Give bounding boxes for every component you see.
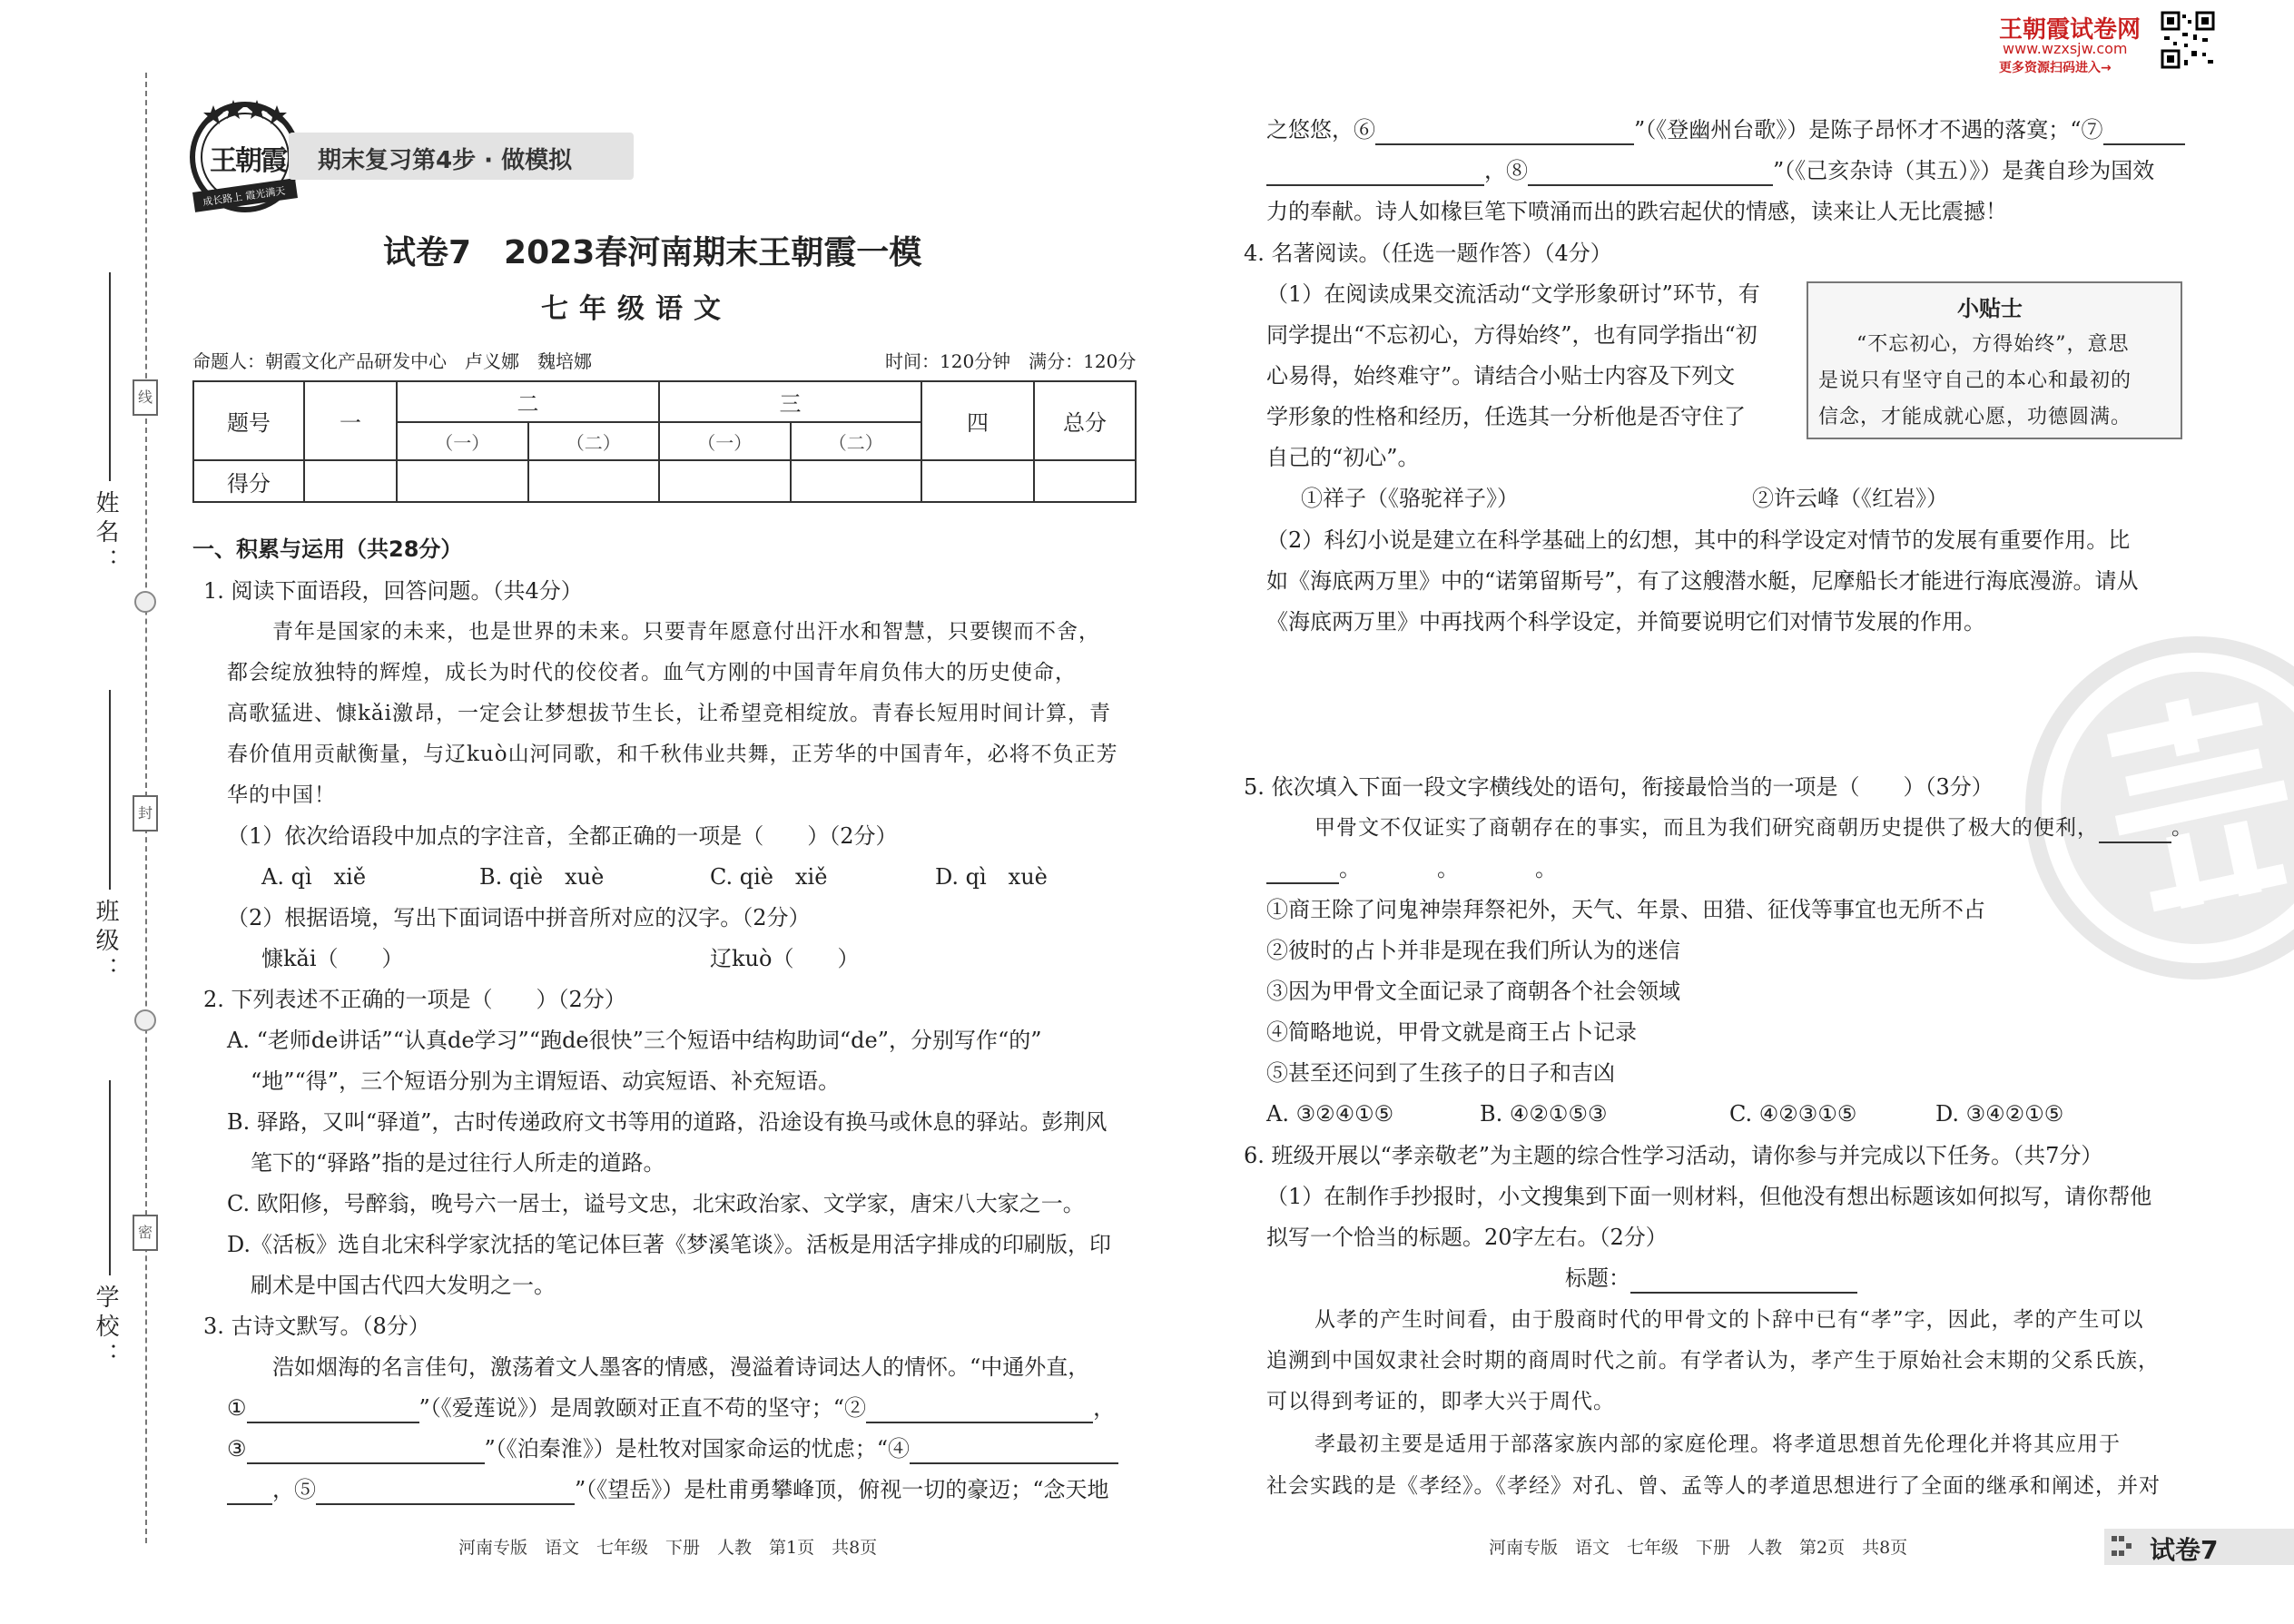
q4-sub2-line: （2）科幻小说是建立在科学基础上的幻想，其中的科学设定对情节的发展有重要作用。比: [1266, 527, 2131, 553]
subject-title: 七年级语文: [541, 293, 732, 325]
q5-blank[interactable]: [2099, 818, 2171, 843]
q1-word-1[interactable]: 慷kǎi（ ）: [261, 946, 404, 971]
q4-sub2-line: 《海底两万里》中再找两个科学设定，并简要说明它们对情节发展的作用。: [1266, 609, 1985, 635]
score-cell[interactable]: [397, 460, 528, 502]
score-col-2: 二: [397, 381, 659, 422]
tip-line: “不忘初心，方得始终”，意思: [1856, 333, 2130, 356]
q1-passage-line: 春价值用贡献衡量，与辽kuò山河同歌，和千秋伟业共舞，正芳华的中国青年，必将不负正芳: [227, 743, 1118, 766]
score-cell[interactable]: [921, 460, 1034, 502]
q5-sentence-5: ⑤甚至还问到了生孩子的日子和吉凶: [1266, 1060, 1615, 1086]
score-cell[interactable]: [659, 460, 791, 502]
score-row-label: 得分: [193, 460, 304, 502]
q4-sub2-line: 如《海底两万里》中的“诺第留斯号”，有了这艘潜水艇，尼摩船长才能进行海底漫游。请从: [1266, 568, 2139, 594]
q1-option-a[interactable]: A. qì xiě: [261, 864, 367, 890]
brand-url[interactable]: www.wzxsjw.com: [2003, 40, 2128, 57]
score-cell[interactable]: [791, 460, 922, 502]
q2-option-d[interactable]: D.《活板》选自北宋科学家沈括的笔记体巨著《梦溪笔谈》。活板是用活字排成的印刷版，印: [227, 1232, 1112, 1257]
q2-option-a-cont: “地”“得”，三个短语分别为主谓短语、动宾短语、补充短语。: [251, 1068, 841, 1094]
score-col-total: 总分: [1034, 381, 1136, 460]
q5-sentence-2: ②彼时的占卜并非是现在我们所认为的迷信: [1266, 938, 1680, 963]
binding-tag-secret: 密: [133, 1215, 158, 1251]
q4-stem: 4. 名著阅读。（任选一题作答）（4分）: [1244, 241, 1612, 266]
score-header-label: 题号: [193, 381, 304, 460]
q1-stem: 1. 阅读下面语段，回答问题。（共4分）: [203, 578, 583, 604]
q3-line-1: [227, 1393, 1115, 1423]
q2-option-b[interactable]: B. 驿路，又叫“驿道”，古时传递政府文书等用的道路，沿途设有换马或休息的驿站。彭荆风: [227, 1109, 1108, 1135]
q6-sub1: （1）在制作手抄报时，小文搜集到下面一则材料，但他没有想出标题该如何拟写，请你帮他: [1266, 1184, 2152, 1209]
q3-text: ”（《爱莲说》）是周敦颐对正直不苟的坚守；“②: [418, 1395, 867, 1421]
q5-option-b[interactable]: B. ④②①⑤③: [1480, 1101, 1608, 1127]
q3-blank-5[interactable]: [316, 1480, 575, 1505]
q5-option-c[interactable]: C. ④②③①⑤: [1729, 1101, 1857, 1127]
score-sub-2b: （二）: [528, 422, 660, 460]
step-banner: 期末复习第4步 · 做模拟: [318, 147, 573, 174]
q3-text: ”（《望岳》）是杜甫勇攀峰顶，俯视一切的豪迈；“念天地: [575, 1477, 1109, 1502]
q3-text: ”（《己亥杂诗（其五）》）是龚自珍为国效: [1773, 158, 2155, 183]
q3-blank-8[interactable]: [1528, 161, 1773, 186]
q5-passage: [1314, 812, 2193, 843]
q3-blank-label: ③: [227, 1436, 247, 1462]
q5-text: 。: [2171, 816, 2193, 840]
tip-title: 小贴士: [1957, 296, 2023, 321]
logo-ribbon: 成长路上 霞光满天: [202, 184, 287, 209]
q3-text: ，⑤: [272, 1477, 316, 1502]
q5-blanks-line: [1266, 853, 1557, 884]
q3-blank-3[interactable]: [247, 1439, 485, 1464]
q1-passage-line: 华的中国！: [227, 783, 336, 807]
q2-stem: 2. 下列表述不正确的一项是（ ）（2分）: [203, 987, 626, 1012]
score-col-4: 四: [921, 381, 1034, 460]
name-blank[interactable]: [109, 272, 111, 481]
q4-sub1-line: 同学提出“不忘初心，方得始终”，也有同学指出“初: [1266, 322, 1757, 348]
q6-stem: 6. 班级开展以“孝亲敬老”为主题的综合性学习活动，请你参与并完成以下任务。（共7分）: [1244, 1143, 2103, 1168]
q3-line-3: [227, 1474, 1109, 1505]
q3-line-6: 力的奉献。诗人如椽巨笔下喷涌而出的跌宕起伏的情感，读来让人无比震撼！: [1266, 199, 2007, 224]
q5-sentence-1: ①商王除了问鬼神崇拜祭祀外，天气、年景、田猎、征伐等事宜也无所不占: [1266, 897, 1985, 922]
right-footer: 河南专版 语文 七年级 下册 人教 第2页 共8页: [1489, 1538, 1908, 1558]
q4-sub1-line: 学形象的性格和经历，任选其一分析他是否守住了: [1266, 404, 1746, 429]
q1-word-2[interactable]: 辽kuò（ ）: [710, 946, 860, 971]
score-cell[interactable]: [528, 460, 660, 502]
score-cell[interactable]: [1034, 460, 1136, 502]
q3-blank-6[interactable]: [1375, 120, 1634, 145]
q4-sub1-line: 自己的“初心”。: [1266, 445, 1420, 470]
score-cell[interactable]: [304, 460, 397, 502]
q6-material-line: 孝最初主要是适用于部落家族内部的家庭伦理。将孝道思想首先伦理化并将其应用于: [1314, 1432, 2121, 1456]
score-col-3: 三: [659, 381, 921, 422]
school-label: 学校：: [92, 1284, 119, 1372]
q1-passage-line: 都会绽放独特的辉煌，成长为时代的佼佼者。血气方刚的中国青年肩负伟大的历史使命，: [227, 661, 1077, 684]
time-score: 时间：120分钟 满分：120分: [885, 350, 1137, 372]
score-sub-3b: （二）: [791, 422, 922, 460]
q1-option-c[interactable]: C. qiè xiě: [710, 864, 828, 890]
q6-material-line: 追溯到中国奴隶社会时期的商周时代之前。有学者认为，孝产生于原始社会末期的父系氏族，: [1266, 1349, 2160, 1373]
q4-option-1[interactable]: ①祥子（《骆驼祥子》）: [1301, 486, 1519, 511]
q6-title-line: [1565, 1263, 1857, 1294]
q3-blank-4-cont[interactable]: [227, 1480, 272, 1505]
q1-passage-line: 青年是国家的未来，也是世界的未来。只要青年愿意付出汗水和智慧，只要锲而不舍，: [272, 620, 1100, 644]
page-tag-grid-icon: [2112, 1536, 2132, 1556]
class-blank[interactable]: [109, 690, 111, 890]
q1-option-b[interactable]: B. qiè xuè: [479, 864, 605, 890]
q3-blank-7-cont[interactable]: [1266, 161, 1484, 186]
brand-name: 王朝霞试卷网: [1999, 16, 2141, 44]
q3-intro: 浩如烟海的名言佳句，激荡着文人墨客的情感，漫溢着诗词达人的情怀。“中通外直，: [272, 1354, 1090, 1380]
logo-text: 王朝霞: [210, 145, 286, 177]
binding-hole-1: [134, 591, 156, 613]
page-tag: 试卷7: [2150, 1535, 2219, 1565]
q3-blank-label: ①: [227, 1395, 247, 1421]
q2-option-a[interactable]: A. “老师de讲话”“认真de学习”“跑de很快”三个短语中结构助词“de”，分别写作“的”: [227, 1028, 1042, 1053]
left-footer: 河南专版 语文 七年级 下册 人教 第1页 共8页: [458, 1538, 878, 1558]
q3-line-2: [227, 1433, 1118, 1464]
q4-option-2[interactable]: ②许云峰（《红岩》）: [1752, 486, 1948, 511]
binding-hole-2: [134, 1009, 156, 1031]
q3-text: 之悠悠，⑥: [1266, 117, 1375, 143]
qr-code-icon[interactable]: [2161, 11, 2215, 69]
q6-material-line: 从孝的产生时间看，由于殷商时代的甲骨文的卜辞中已有“孝”字，因此，孝的产生可以: [1314, 1308, 2144, 1332]
school-blank[interactable]: [109, 1080, 111, 1275]
q5-blank[interactable]: [1266, 859, 1339, 884]
q1-sub2: （2）根据语境，写出下面词语中拼音所对应的汉字。（2分）: [227, 905, 811, 930]
score-sub-3a: （一）: [659, 422, 791, 460]
q1-passage-line: 高歌猛进、慷kǎi激昂，一定会让梦想拔节生长，让希望竞相绽放。青春长短用时间计算，青: [227, 702, 1112, 725]
q6-title-label: 标题：: [1565, 1265, 1630, 1291]
exam-title: 试卷7 2023春河南期末王朝霞一模: [383, 234, 922, 271]
q3-line-4: [1266, 114, 2185, 145]
q5-option-d[interactable]: D. ③④②①⑤: [1935, 1101, 2064, 1127]
q3-blank-1[interactable]: [247, 1398, 419, 1423]
q5-stem: 5. 依次填入下面一段文字横线处的语句，衔接最恰当的一项是（ ）（3分）: [1244, 774, 1994, 800]
brand-logo: [186, 98, 304, 216]
q4-sub1-line: 心易得，始终难守”。请结合小贴士内容及下列文: [1266, 363, 1736, 389]
q5-option-a[interactable]: A. ③②④①⑤: [1266, 1101, 1394, 1127]
q6-sub1-cont: 拟写一个恰当的标题。20字左右。（2分）: [1266, 1225, 1668, 1250]
q2-option-d-cont: 刷术是中国古代四大发明之一。: [251, 1273, 556, 1298]
name-label: 姓名：: [92, 490, 119, 577]
q3-blank-2[interactable]: [866, 1398, 1093, 1423]
q3-text: ”（《登幽州台歌》）是陈子昂怀才不遇的落寞；“⑦: [1634, 117, 2103, 143]
score-sub-2a: （一）: [397, 422, 528, 460]
tip-line: 是说只有坚守自己的本心和最初的: [1818, 369, 2132, 392]
class-label: 班级：: [92, 899, 119, 986]
q3-text: ，⑧: [1484, 158, 1528, 183]
q3-blank-7[interactable]: [2103, 120, 2185, 145]
q3-text: ”（《泊秦淮》）是杜牧对国家命运的忧虑；“④: [484, 1436, 911, 1462]
brand-note: 更多资源扫码进入→: [1999, 61, 2112, 75]
q6-title-input[interactable]: [1630, 1268, 1857, 1294]
q5-text: 甲骨文不仅证实了商朝存在的事实，而且为我们研究商朝历史提供了极大的便利，: [1314, 816, 2099, 840]
q1-option-d[interactable]: D. qì xuè: [935, 864, 1048, 890]
binding-tag-seal: 封: [133, 795, 158, 832]
q3-line-5: [1266, 155, 2154, 186]
section-heading: 一、积累与运用（共28分）: [192, 536, 463, 562]
q5-text: 。 。 。: [1339, 856, 1557, 881]
score-col-1: 一: [304, 381, 397, 460]
q4-answer-area[interactable]: [1266, 654, 2174, 763]
q4-sub1-line: （1）在阅读成果交流活动“文学形象研讨”环节，有: [1266, 281, 1760, 307]
q2-option-b-cont: 笔下的“驿路”指的是过往行人所走的道路。: [251, 1150, 665, 1176]
binding-tag-line: 线: [133, 379, 158, 416]
q2-option-c[interactable]: C. 欧阳修，号醉翁，晚号六一居士，谥号文忠，北宋政治家、文学家，唐宋八大家之一。: [227, 1191, 1085, 1216]
q5-sentence-3: ③因为甲骨文全面记录了商朝各个社会领域: [1266, 979, 1680, 1004]
authors: 命题人：朝霞文化产品研发中心 卢义娜 魏培娜: [192, 350, 592, 372]
q5-sentence-4: ④简略地说，甲骨文就是商王占卜记录: [1266, 1019, 1637, 1045]
q6-material-line: 可以得到考证的，即孝大兴于周代。: [1266, 1390, 1615, 1413]
tip-line: 信念，才能成就心愿，功德圆满。: [1818, 406, 2132, 428]
score-table: [192, 380, 1137, 503]
q1-sub1: （1）依次给语段中加点的字注音，全都正确的一项是（ ）（2分）: [227, 823, 898, 849]
q3-stem: 3. 古诗文默写。（8分）: [203, 1314, 430, 1339]
q3-blank-4[interactable]: [910, 1439, 1118, 1464]
q3-text: ，: [1093, 1395, 1116, 1421]
q6-material-line: 社会实践的是《孝经》。《孝经》对孔、曾、孟等人的孝道思想进行了全面的继承和阐述，并对: [1266, 1474, 2161, 1498]
